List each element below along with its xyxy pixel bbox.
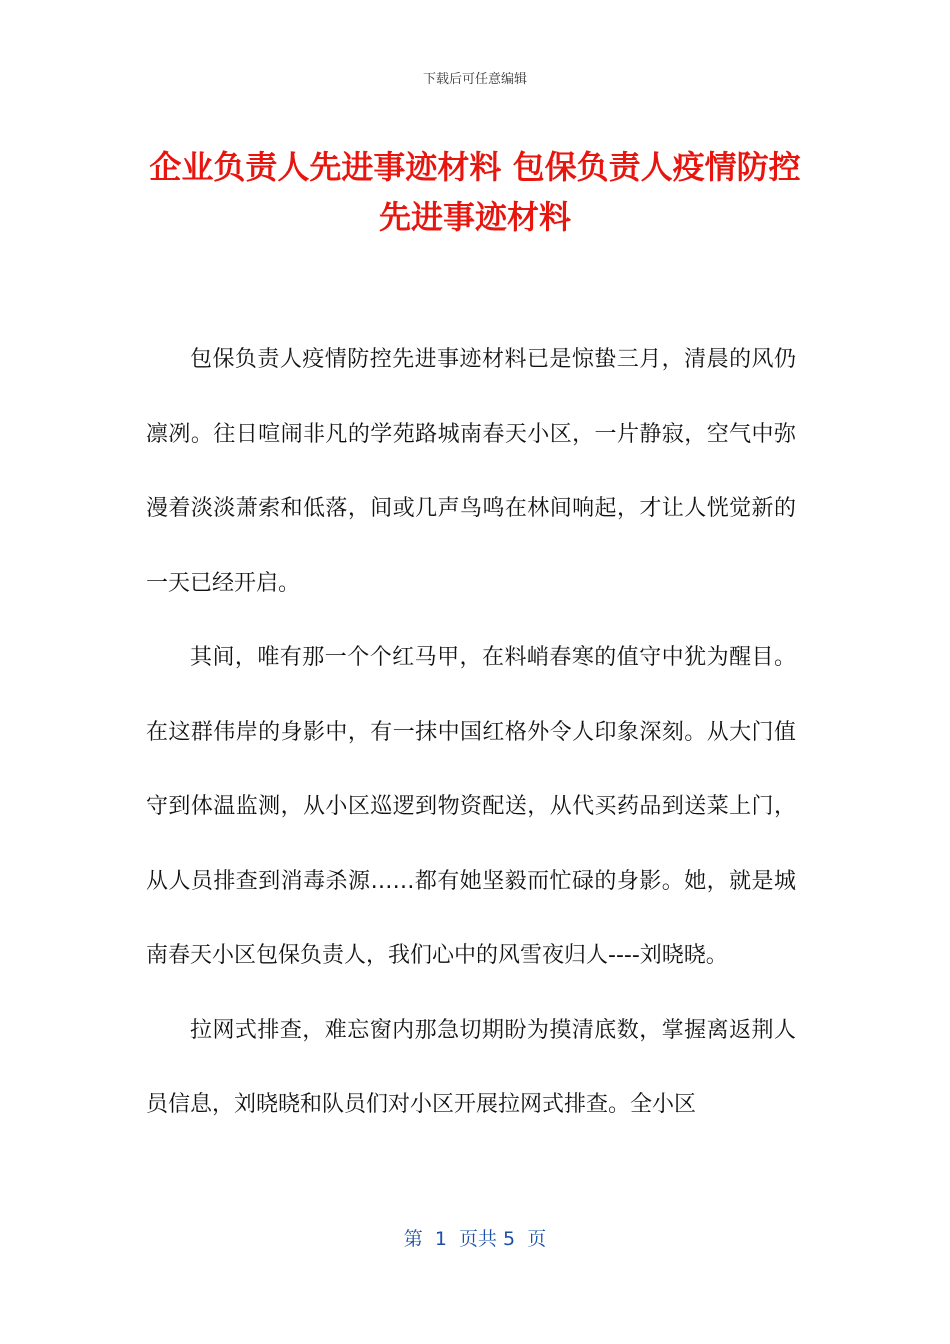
paragraph-1: 包保负责人疫情防控先进事迹材料已是惊蛰三月，清晨的风仍凛冽。往日喧闹非凡的学苑路城南春天小区，一片静寂，空气中弥漫着淡淡萧索和低落，间或几声鸟鸣在林间响起，才让人恍觉新的一天已经开启。 — [146, 347, 796, 596]
document-body — [146, 323, 796, 1143]
page-number-footer: 第 1 页共 5 页 — [403, 1228, 547, 1250]
document-title: 企业负责人先进事迹材料 包保负责人疫情防控先进事迹材料 — [149, 148, 801, 236]
paragraph-3: 拉网式排查，难忘窗内那急切期盼为摸清底数，掌握离返荆人员信息，刘晓晓和队员们对小区开展拉网式排查。全小区 — [146, 1017, 796, 1117]
paragraph-2: 其间，唯有那一个个红马甲，在料峭春寒的值守中犹为醒目。在这群伟岸的身影中，有一抹中国红格外令人印象深刻。从大门值守到体温监测，从小区巡逻到物资配送，从代买药品到送菜上门，从人员排查到消毒杀源……都有她坚毅而忙碌的身影。她，就是城南春天小区包保负责人，我们心中的风雪夜归人----刘晓晓。 — [146, 645, 796, 968]
header-note: 下载后可任意编辑 — [422, 72, 527, 87]
